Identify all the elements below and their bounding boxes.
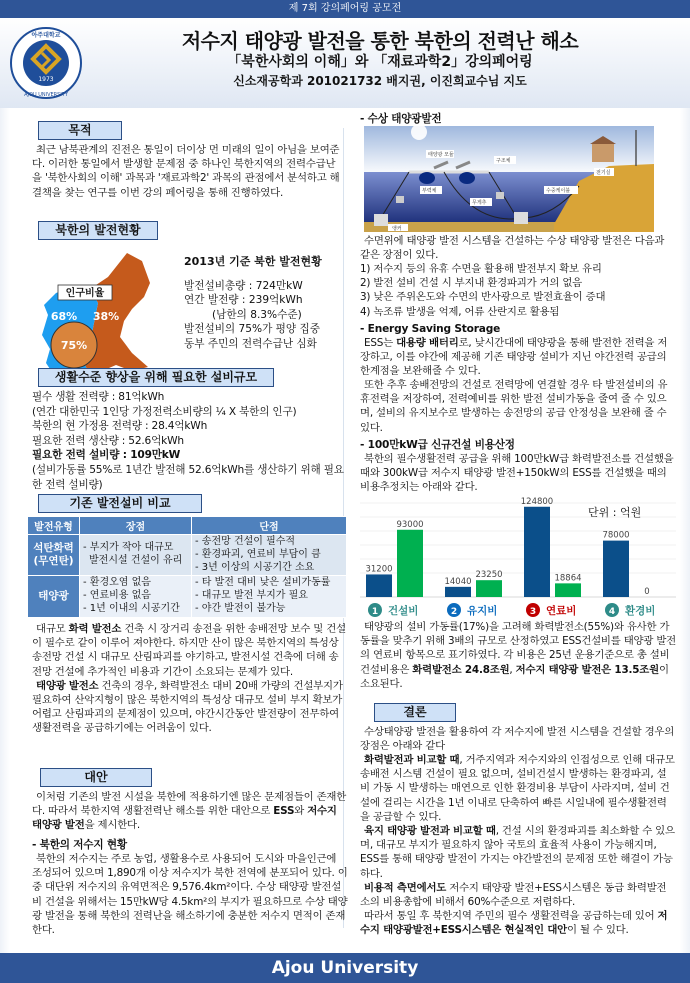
svg-text:태양광 모듈: 태양광 모듈 [428, 152, 454, 158]
stat-line: 연간 발전량 : 239억kWh [184, 294, 303, 307]
stat-line: 동부 주민의 전력수급난 심화 [184, 337, 317, 350]
poster-header [0, 18, 690, 108]
svg-text:구조체: 구조체 [496, 158, 511, 164]
cost-bar-chart [356, 493, 680, 623]
type-cell: 태양광 [28, 576, 80, 617]
power-status-list [184, 279, 320, 351]
type-cell: 석탄화력 (무연탄) [28, 535, 80, 576]
bar-value-label: 124800 [520, 496, 554, 507]
poster-title: 저수지 태양광 발전을 통한 북한의 전력난 해소 [181, 29, 579, 53]
section-heading-alternative: 대안 [40, 768, 152, 787]
section-heading-power-status: 북한의 발전현황 [38, 221, 158, 240]
svg-text:3: 3 [529, 607, 537, 617]
table-header-row [28, 517, 347, 535]
comparison-table [27, 516, 347, 618]
conclusion-cost: 비용적 측면에서도 저수지 태양광 발전+ESS시스템은 동급 화력발전소의 비용총합에 비해서 60%수준으로 저렴하다. [360, 882, 667, 909]
scale-required-capacity: 필요한 전력 설비량 : 109만kW [32, 449, 181, 462]
bar-solar-ess [476, 580, 502, 597]
reservoir-status-text: 북한의 저수지는 주로 농업, 생활용수로 사용되어 도시와 마을인근에 조성되어 있으며 1,890개 이상 저수지가 북한 전역에 분포되어 있다. 이중 대단위 저수지의 유역면적은 9,576.4km²이다. 수상 태양광 발전설비 건설을 위해서는 15만kW당 4.5km²의 부지가 필요하므로 수상 태양광 발전을 통해 북한의 전력난을 해소하기에 충분한 저수지 면적이 존재한다. [32, 853, 348, 937]
svg-text:1: 1 [371, 607, 379, 617]
map-east-pct: 38% [92, 310, 120, 323]
svg-text:2: 2 [450, 607, 458, 617]
chart-unit: 단위 : 억원 [588, 506, 642, 519]
pros-cell: - 부지가 작아 대규모 발전시설 건설이 유리 [80, 535, 192, 576]
contest-banner: 제 7회 강의페어링 공모전 [0, 0, 690, 18]
floating-solar-intro: 수면위에 태양광 발전 시스템을 건설하는 수상 태양광 발전은 다음과 같은 장점이 있다. [360, 235, 665, 262]
conclusion-thermal: 화력발전과 비교할 때, 거주지역과 저수지와의 인접성으로 인해 대규모 송배전 시스템 건설이 필요 없으며, 설비건설시 발생하는 환경파괴, 설비 가동 시 발생하는 매연으로 인한 환경비용 부담이 사라지며, 설비 건설에 걸리는 시간을 1년 이내로 단축하여 빠른 시일내에 필수생활전력을 공급할 수 있다. [360, 754, 675, 823]
pros-cell: - 환경오염 없음 - 연료비용 없음 - 1년 이내의 시공기간 [80, 576, 192, 617]
right-column [356, 108, 680, 953]
comparison-paragraphs [32, 622, 348, 736]
bar-solar-ess [397, 530, 423, 597]
section-heading-comparison: 기존 발전설비 비교 [38, 494, 202, 513]
bar-value-label: 0 [644, 587, 650, 597]
bar-value-label: 23250 [475, 570, 503, 581]
ess-paragraph-1: ESS는 대용량 배터리로, 낮시간대에 태양광을 통해 발전한 전력을 저장하고, 이를 야간에 제공해 기존 태양광 설비가 지닌 야간전력 공급의 한계점을 보완해줄 수 있다. [360, 337, 668, 378]
bar-thermal [445, 587, 471, 597]
svg-text:무게추: 무게추 [472, 200, 487, 206]
ess-paragraph-2: 또한 추후 송배전망의 건설로 전력망에 연결할 경우 타 발전설비의 유휴전력을 저장하여, 전력예비를 위한 발전 설비가동을 줄여 줄 수 있으며, 설비의 유지보수로 발생하는 송전망의 공급 안정성을 보완해 줄 수 있다. [360, 379, 668, 434]
svg-text:AJOU UNIVERSITY: AJOU UNIVERSITY [24, 92, 68, 98]
conclusion-land-solar: 육지 태양광 발전과 비교할 때, 건설 시의 환경파괴를 최소화할 수 있으며, 대규모 부지가 필요하지 않아 국토의 효율적 사용이 가능해지며, ESS를 통해 태양광 발전이 가지는 야간발전의 문제점 또한 해결이 가능하다. [360, 825, 675, 880]
poster-body [0, 108, 690, 953]
reservoir-status-heading: - 북한의 저수지 현황 [32, 839, 127, 851]
map-pyongyang-pct: 75% [60, 339, 88, 352]
cost-explanation: 태양광의 설비 가동률(17%)을 고려해 화력발전소(55%)와 유사한 가동률을 맞추기 위해 3배의 규모로 산정하였고 ESS건설비를 태양광 발전의 연료비 항목으로 표기하였다. 각 비용은 25년 운용기준으로 총 설비건설비용은 화력발전소 24.8조원, 저수지 태양광 발전은 13.5조원이 소요된다. [360, 621, 676, 690]
purpose-text: 최근 남북관계의 진전은 통일이 더이상 먼 미래의 일이 아님을 보여준다. 이러한 통일에서 발생할 문제점 중 하나인 북한지역의 전력수급난을 '북한사회의 이해' 과목과 '재료과학2' 과목의 관점에서 분석하고 해결책을 찾는 연구를 이번 강의 페어링을 통해 진행하였다. [32, 144, 340, 199]
bar-value-label: 14040 [444, 576, 472, 587]
conclusion-final: 따라서 통일 후 북한지역 주민의 필수 생활전력을 공급하는데 있어 저수지 태양광발전+ESS시스템은 현실적인 대안이 될 수 있다. [360, 910, 668, 937]
map-west-pct: 68% [50, 310, 78, 323]
bar-thermal [524, 507, 550, 597]
scale-line: 필수 생활 전력량 : 81억kWh [32, 391, 165, 403]
category-label: 연료비 [546, 605, 577, 617]
svg-text:전기실: 전기실 [596, 170, 611, 176]
advantage-item: 4) 녹조류 발생을 억제, 어류 산란지로 활용됨 [360, 305, 560, 318]
advantage-item: 3) 낮은 주위온도와 수면의 반사광으로 발전효율이 증대 [360, 291, 606, 304]
category-label: 유지비 [467, 605, 498, 617]
floating-solar-diagram [364, 126, 654, 232]
bar-value-label: 93000 [396, 519, 424, 530]
section-heading-facility-scale: 생활수준 향상을 위해 필요한 설비규모 [38, 368, 274, 387]
stat-line: 발전설비의 75%가 평양 집중 [184, 323, 320, 336]
floating-solar-heading: - 수상 태양광발전 [360, 113, 442, 125]
poster-footer: Ajou University [0, 953, 690, 983]
ajou-university-logo [9, 26, 83, 100]
column-header: 발전유형 [28, 517, 80, 535]
conclusion-intro: 수상태양광 발전을 활용하여 각 저수지에 발전 시스템을 건설할 경우의 장점은 아래와 같다 [360, 726, 675, 753]
svg-text:1973: 1973 [38, 76, 54, 83]
svg-text:수중케이블: 수중케이블 [546, 188, 571, 194]
power-status-title: 2013년 기준 북한 발전현황 [184, 255, 322, 268]
svg-text:4: 4 [608, 607, 616, 617]
bar-thermal [366, 574, 392, 597]
stat-line: 발전설비총량 : 724만kW [184, 280, 303, 292]
cons-cell: - 타 발전 대비 낮은 설비가동률 - 대규모 발전 부지가 필요 - 야간 발전이 불가능 [192, 576, 347, 617]
bar-value-label: 18864 [554, 573, 582, 584]
poster-author: 신소재공학과 201021732 배지권, 이진희교수님 지도 [233, 74, 527, 88]
solar-paragraph: 태양광 발전소 건축의 경우, 화력발전소 대비 20배 가량의 건설부지가 필요하여 산악지형이 많은 북한지역의 특성상 대규모 설비 부지 확보가 어렵고 산림파괴의 문제점이 있으며, 야간시간동안 발전량이 전무하여 생활전력을 공급하기에는 어려움이 있다. [32, 679, 343, 735]
svg-text:부력체: 부력체 [422, 188, 437, 194]
thermal-paragraph: 대규모 화력 발전소 건축 시 장거리 송전을 위한 송배전망 보수 및 건설이 필수로 같이 이루어 져야한다. 하지만 산이 많은 북한지역의 특성상 송전망 건설 시 대규모 산림파괴를 야기하고, 발전시설 건축에 더해 송전망 건설에 추가적인 비용과 기간이 소요되는 문제가 있다. [32, 623, 346, 678]
map-label: 인구비율 [65, 288, 105, 299]
bar-value-label: 31200 [365, 564, 393, 575]
scale-note: (설비가동률 55%로 1년간 발전해 52.6억kWh를 생산하기 위해 필요한 전력 설비량) [32, 463, 344, 491]
ess-heading: - Energy Saving Storage [360, 323, 501, 335]
column-header: 장점 [80, 517, 192, 535]
cost-heading: - 100만kW급 신규건설 비용산정 [360, 439, 515, 451]
table-row [28, 576, 347, 617]
column-header: 단점 [192, 517, 347, 535]
bar-value-label: 78000 [602, 530, 630, 541]
table-row [28, 535, 347, 576]
alternative-intro: 이처럼 기존의 발전 시설을 북한에 적용하기엔 많은 문제점들이 존재한다. 따라서 북한지역 생활전력난 해소를 위한 대안으로 ESS와 저수지 태양광 발전을 제시한다. [32, 791, 347, 832]
left-column [12, 108, 348, 953]
category-label: 건설비 [388, 605, 419, 617]
north-korea-map [32, 253, 192, 383]
scale-line: 필요한 전력 생산량 : 52.6억kWh [32, 434, 184, 447]
facility-scale-text [32, 390, 350, 492]
floating-solar-advantages [360, 262, 676, 319]
scale-line: 북한의 현 가정용 전력량 : 28.4억kWh [32, 420, 208, 433]
advantage-item: 2) 발전 설비 건설 시 부지내 환경파괴가 거의 없음 [360, 277, 582, 290]
svg-text:아주대학교: 아주대학교 [31, 32, 61, 39]
section-heading-conclusion: 결론 [374, 703, 456, 722]
section-heading-purpose: 목적 [38, 121, 122, 140]
bar-solar-ess [555, 583, 581, 597]
svg-text:앵커: 앵커 [392, 226, 402, 232]
advantage-item: 1) 저수지 등의 유휴 수면을 활용해 발전부지 확보 유리 [360, 263, 602, 275]
cons-cell: - 송전망 건설이 필수적 - 환경파괴, 연료비 부담이 큼 - 3년 이상의 시공기간 소요 [192, 535, 347, 576]
bar-thermal [603, 541, 629, 597]
category-label: 환경비 [625, 605, 656, 617]
poster-subtitle: 「북한사회의 이해」와 「재료과학2」강의페어링 [227, 54, 533, 70]
cost-intro: 북한의 필수생활전력 공급을 위해 100만kW급 화력발전소를 건설했을 때와 300kW급 저수지 태양광 발전+150kW의 ESS를 건설했을 때의 비용추정치는 아래와 같다. [360, 453, 674, 494]
scale-line: (연간 대한민국 1인당 가정전력소비량의 ¼ X 북한의 인구) [32, 405, 297, 418]
stat-line: (남한의 8.3%수준) [212, 308, 302, 321]
